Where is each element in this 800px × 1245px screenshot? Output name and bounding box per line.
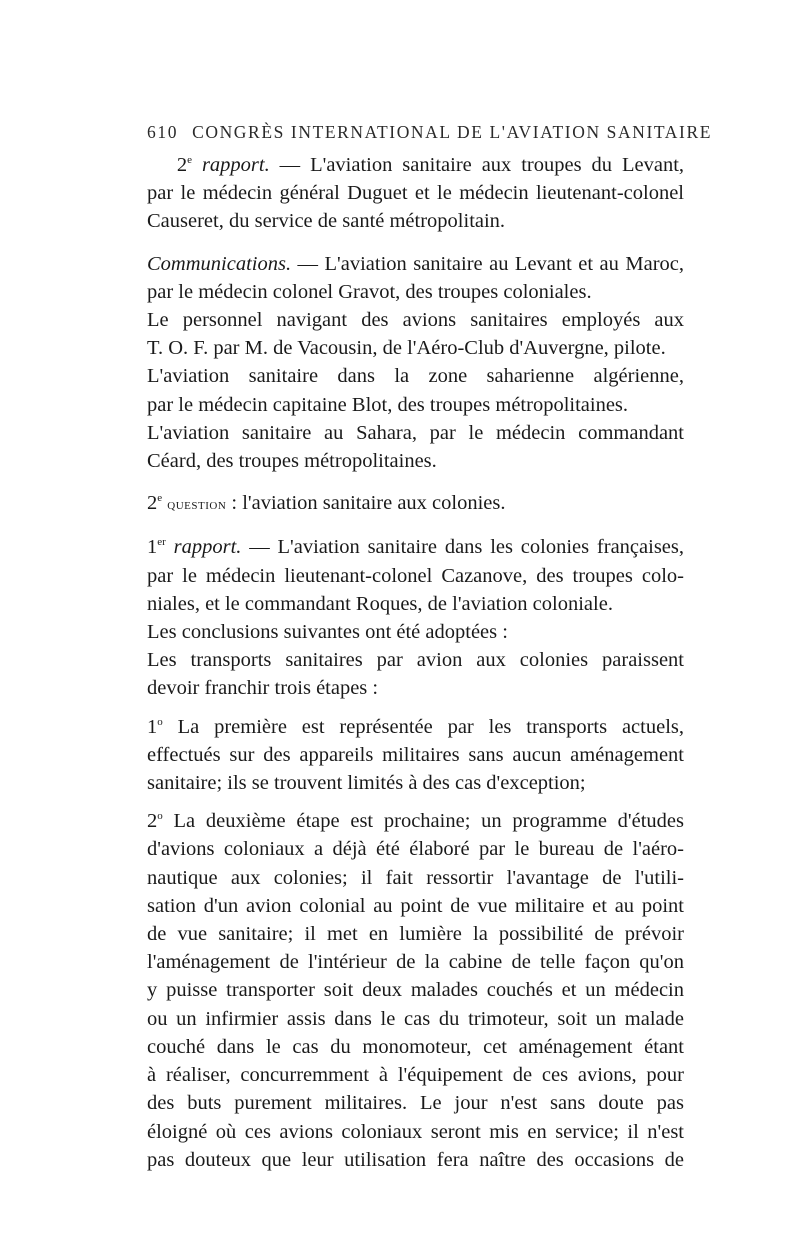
text-line: nautique aux colonies; il fait ressortir l'avantage de l'utili-: [147, 866, 684, 889]
ordinal-suffix: o: [157, 810, 163, 823]
text-line: par le médecin capitaine Blot, des troupes métropolitaines.: [147, 393, 629, 416]
text-line: [147, 250, 684, 278]
text-line: L'aviation sanitaire au Sahara, par le médecin commandant: [147, 421, 684, 444]
text-line: T. O. F. par M. de Vacousin, de l'Aéro-Club d'Auvergne, pilote.: [147, 337, 666, 360]
text-line: des buts purement militaires. Le jour n'est sans doute pas: [147, 1092, 684, 1115]
line-text: La deuxième étape est prochaine; un programme d'études: [173, 810, 684, 833]
text-line: Causeret, du service de santé métropolitain.: [147, 210, 506, 233]
ordinal-suffix: o: [157, 715, 163, 728]
running-header: [147, 118, 713, 146]
text-line: à réaliser, concurremment à l'équipement de ces avions, pour: [147, 1064, 684, 1087]
ordinal-suffix: er: [157, 536, 166, 549]
line-text: La première est représentée par les transports actuels,: [177, 715, 684, 738]
spacer: [147, 475, 684, 489]
section-label: rapport.: [173, 536, 242, 559]
page-number: 610: [147, 122, 179, 142]
section-label: question: [167, 496, 227, 514]
ordinal: 2: [147, 492, 158, 515]
text-line: par le médecin général Duguet et le médecin lieutenant-colonel: [147, 182, 684, 205]
text-line: devoir franchir trois étapes :: [147, 677, 379, 700]
text-line: [147, 807, 684, 835]
text-line: [147, 151, 684, 179]
text-line: [147, 533, 684, 561]
text-line: éloigné où ces avions coloniaux seront mis en service; il n'est: [147, 1120, 684, 1143]
line-text: — L'aviation sanitaire aux troupes du Levant,: [279, 154, 685, 176]
text-line: l'aménagement de l'intérieur de la cabine de telle façon qu'on: [147, 951, 684, 974]
spacer: [147, 703, 684, 713]
line-text: : l'aviation sanitaire aux colonies.: [231, 492, 506, 515]
text-line: niales, et le commandant Roques, de l'aviation coloniale.: [147, 592, 613, 615]
text-line: Céard, des troupes métropolitaines.: [147, 450, 437, 473]
text-line: Les transports sanitaires par avion aux colonies paraissent: [147, 649, 684, 672]
spacer: [147, 797, 684, 807]
text-line: Les conclusions suivantes ont été adoptées :: [147, 621, 508, 644]
text-line: L'aviation sanitaire dans la zone saharienne algérienne,: [147, 365, 684, 388]
page: [147, 118, 713, 1174]
spacer: [147, 519, 684, 533]
text-line: [147, 713, 684, 741]
text-line: effectués sur des appareils militaires sans aucun aménagement: [147, 743, 684, 766]
ordinal-suffix: e: [157, 492, 163, 505]
text-line: pas douteux que leur utilisation fera naître des occasions de: [147, 1148, 684, 1171]
running-title: CONGRÈS INTERNATIONAL DE L'AVIATION SANITAIRE: [192, 122, 713, 142]
text-line: Le personnel navigant des avions sanitaires employés aux: [147, 309, 684, 332]
rapport-2-section: [147, 151, 684, 236]
spacer: [147, 236, 684, 250]
section-label: Communications.: [147, 252, 292, 275]
text-line: de vue sanitaire; il met en lumière la possibilité de prévoir: [147, 923, 684, 946]
rapport-1-section: [147, 533, 684, 702]
text-line: sanitaire; ils se trouvent limités à des cas d'exception;: [147, 772, 586, 795]
text-line: [147, 489, 684, 519]
text-line: d'avions coloniaux a déjà été élaboré par le bureau de l'aéro-: [147, 838, 684, 861]
ordinal-suffix: e: [187, 154, 192, 167]
point-2-paragraph: [147, 807, 684, 1174]
point-1-paragraph: [147, 713, 684, 798]
text-line: ou un infirmier assis dans le cas du trimoteur, soit un malade: [147, 1007, 684, 1030]
text-line: sation d'un avion colonial au point de vue militaire et au point: [147, 894, 684, 917]
text-line: par le médecin lieutenant-colonel Cazanove, des troupes colo-: [147, 564, 684, 587]
ordinal: 2: [147, 810, 158, 833]
ordinal: 2: [176, 154, 188, 176]
text-line: par le médecin colonel Gravot, des troupes coloniales.: [147, 280, 592, 303]
line-text: — L'aviation sanitaire au Levant et au Maroc,: [297, 252, 684, 275]
text-line: couché dans le cas du monomoteur, cet aménagement étant: [147, 1035, 684, 1058]
line-text: — L'aviation sanitaire dans les colonies françaises,: [249, 536, 684, 559]
question-2-heading: [147, 489, 684, 519]
ordinal: 1: [147, 536, 158, 559]
text-line: y puisse transporter soit deux malades couchés et un médecin: [147, 979, 684, 1002]
communications-section: [147, 250, 684, 476]
ordinal: 1: [147, 715, 158, 738]
section-label: rapport.: [201, 154, 270, 176]
